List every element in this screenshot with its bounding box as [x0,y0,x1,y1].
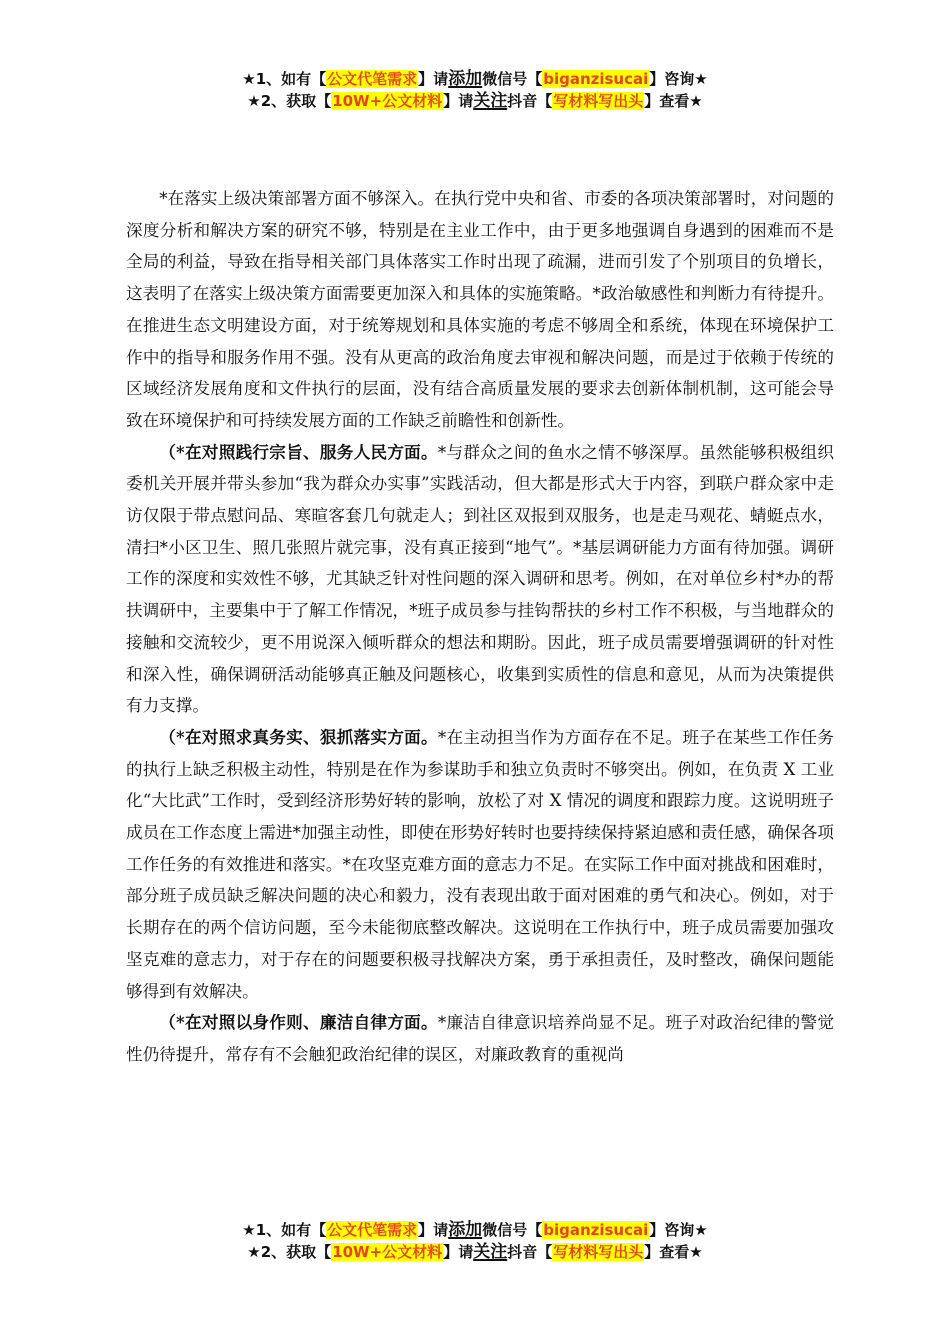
banner-text: 抖音【 [507,92,553,110]
banner-text: 微信号【 [482,70,543,88]
banner-text: 微信号【 [482,1221,543,1239]
banner-line-2 [0,1241,950,1263]
banner-highlight: 公文代笔需求 [327,1221,418,1239]
banner-highlight: 10W+公文材料 [332,92,443,110]
banner-text: ★1、如有【 [242,1221,327,1239]
banner-text: 】查看★ [644,1243,703,1261]
banner-text: 】查看★ [644,92,703,110]
paragraph-3 [126,722,834,1007]
paragraph-text: *在落实上级决策部署方面不够深入。在执行党中央和省、市委的各项决策部署时，对问题的深度分析和解决方案的研究不够，特别是在主业工作中，由于更多地强调自身遇到的困难而不是全局的利益，导致在指导相关部门具体落实工作时出现了疏漏，进而引发了个别项目的负增长，这表明了在落实上级决策方面需要更加深入和具体的实施策略。*政治敏感性和判断力有待提升。在推进生态文明建设方面，对于统筹规划和具体实施的考虑不够周全和系统，体现在环境保护工作中的指导和服务作用不强。没有从更高的政治角度去审视和解决问题，而是过于依赖于传统的区域经济发展角度和文件执行的层面，没有结合高质量发展的要求去创新体制机制，这可能会导致在环境保护和可持续发展方面的工作缺乏前瞻性和创新性。 [126,189,834,430]
banner-highlight: 公文代笔需求 [327,70,418,88]
header-banner [0,68,950,112]
paragraph-text: *廉洁自律意识培养尚显不足。班子对政治纪律的警觉性仍待提升，常存有不会触犯政治纪律的误区，对廉政教育的重视尚 [126,1013,834,1064]
banner-line-1 [0,68,950,90]
banner-underline: 添加 [448,69,483,89]
section-heading: （*在对照以身作则、廉洁自律方面。 [159,1012,438,1033]
paragraph-text: *在主动担当作为方面存在不足。班子在某些工作任务的执行上缺乏积极主动性，特别是在作为参谋助手和独立负责时不够突出。例如，在负责 X 工业化“大比武”工作时，受到经济形势好转的影响，放松了对 X 情况的调度和跟踪力度。这说明班子成员在工作态度上需进*加强主动性，即使在形势好转时也要持续保持紧迫感和责任感，确保各项工作任务的有效推进和落实。*在攻坚克难方面的意志力不足。在实际工作中面对挑战和困难时，部分班子成员缺乏解决问题的决心和毅力，没有表现出敢于面对困难的勇气和决心。例如，对于长期存在的两个信访问题，至今未能彻底整改解决。这说明在工作执行中，班子成员需要加强攻坚克难的意志力，对于存在的问题要积极寻找解决方案，勇于承担责任，及时整改，确保问题能够得到有效解决。 [126,727,834,1001]
banner-text: ★1、如有【 [242,70,327,88]
paragraph-2 [126,437,834,722]
banner-text: 】请 [418,1221,449,1239]
section-heading: （*在对照求真务实、狠抓落实方面。 [159,726,438,747]
section-heading: （*在对照践行宗旨、服务人民方面。 [159,441,438,462]
paragraph-4 [126,1007,834,1070]
banner-text: 抖音【 [507,1243,553,1261]
banner-underline: 关注 [473,91,508,111]
banner-text: ★2、获取【 [247,92,332,110]
banner-highlight: 10W+公文材料 [332,1243,443,1261]
banner-text: 】请 [443,92,474,110]
banner-highlight: 写材料写出头 [553,92,644,110]
banner-text: 】咨询★ [649,70,708,88]
banner-text: 】请 [418,70,449,88]
banner-underline: 关注 [473,1242,508,1262]
paragraph-text: *与群众之间的鱼水之情不够深厚。虽然能够积极组织委机关开展并带头参加“我为群众办实事”实践活动，但大都是形式大于内容，到联户群众家中走访仅限于带点慰问品、寒暄客套几句就走人；到社区双报到双服务，也是走马观花、蜻蜓点水，清扫*小区卫生、照几张照片就完事，没有真正接到“地气”。*基层调研能力方面有待加强。调研工作的深度和实效性不够，尤其缺乏针对性问题的深入调研和思考。例如，在对单位乡村*办的帮扶调研中，主要集中于了解工作情况，*班子成员参与挂钩帮扶的乡村工作不积极，与当地群众的接触和交流较少，更不用说深入倾听群众的想法和期盼。因此，班子成员需要增强调研的针对性和深入性，确保调研活动能够真正触及问题核心，收集到实质性的信息和意见，从而为决策提供有力支撑。 [126,442,834,716]
banner-highlight: 写材料写出头 [553,1243,644,1261]
document-body [126,183,834,1071]
banner-line-1 [0,1219,950,1241]
banner-text: 】咨询★ [649,1221,708,1239]
banner-line-2 [0,90,950,112]
banner-highlight: biganzisucai [543,70,649,88]
banner-text: 】请 [443,1243,474,1261]
banner-highlight: biganzisucai [543,1221,649,1239]
banner-underline: 添加 [448,1220,483,1240]
paragraph-1 [126,183,834,437]
footer-banner [0,1219,950,1263]
banner-text: ★2、获取【 [247,1243,332,1261]
